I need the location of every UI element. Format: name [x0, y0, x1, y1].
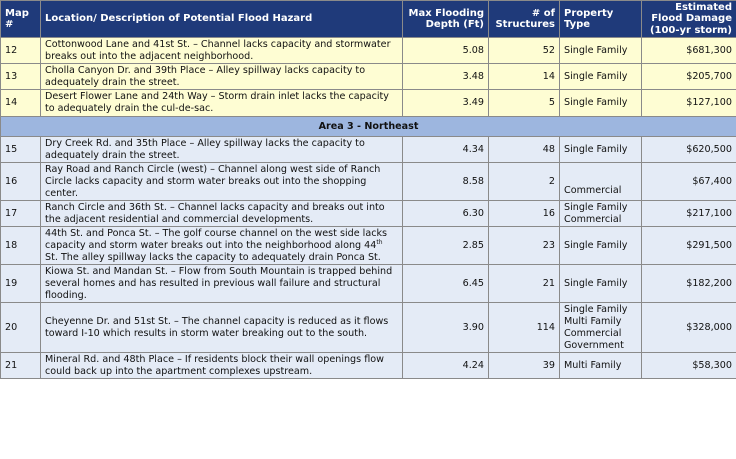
structure-count: 114 [489, 303, 560, 353]
flood-depth: 3.90 [403, 303, 489, 353]
table-row [1, 353, 736, 379]
table-row [1, 90, 736, 117]
structure-count: 5 [489, 90, 560, 117]
header-depth: Max Flooding Depth (Ft) [403, 1, 489, 38]
map-number: 20 [1, 303, 41, 353]
flood-damage: $620,500 [642, 137, 736, 163]
map-number: 19 [1, 265, 41, 303]
flood-depth: 6.30 [403, 201, 489, 227]
flood-damage: $205,700 [642, 64, 736, 90]
area-title: Area 3 - Northeast [1, 117, 736, 137]
flood-damage: $182,200 [642, 265, 736, 303]
flood-damage: $681,300 [642, 38, 736, 64]
structure-count: 23 [489, 227, 560, 265]
flood-depth: 4.24 [403, 353, 489, 379]
flood-depth: 2.85 [403, 227, 489, 265]
property-type [560, 201, 642, 227]
map-number: 17 [1, 201, 41, 227]
structure-count: 39 [489, 353, 560, 379]
map-number: 14 [1, 90, 41, 117]
flood-damage: $58,300 [642, 353, 736, 379]
table-row [1, 163, 736, 201]
flood-depth: 8.58 [403, 163, 489, 201]
ordinal-suffix: th [376, 238, 383, 246]
table-row [1, 303, 736, 353]
header-damage: Estimated Flood Damage (100-yr storm) [642, 1, 736, 38]
hazard-description [41, 227, 403, 265]
property-type-line: Single Family [564, 201, 628, 213]
hazard-description: Cheyenne Dr. and 51st St. – The channel capacity is reduced as it flows toward I-10 which results in storm water breaking out to the south. [41, 303, 403, 353]
property-type: Single Family [560, 137, 642, 163]
property-type-line: Single Family [564, 303, 628, 315]
flood-damage: $328,000 [642, 303, 736, 353]
property-type-line: Commercial [564, 327, 622, 339]
map-number: 13 [1, 64, 41, 90]
flood-depth: 3.48 [403, 64, 489, 90]
structure-count: 21 [489, 265, 560, 303]
structure-count: 2 [489, 163, 560, 201]
flood-depth: 6.45 [403, 265, 489, 303]
description-text: 44th St. and Ponca St. – The golf course channel on the west side lacks capacity and storm water breaks out into the neighborhood along 44 [45, 227, 388, 251]
property-type: Multi Family [560, 353, 642, 379]
header-location: Location/ Description of Potential Flood Hazard [41, 1, 403, 38]
map-number: 16 [1, 163, 41, 201]
property-type: Single Family [560, 265, 642, 303]
property-type: Single Family [560, 227, 642, 265]
flood-damage: $127,100 [642, 90, 736, 117]
hazard-description: Kiowa St. and Mandan St. – Flow from South Mountain is trapped behind several homes and has resulted in previous wall failure and structural flooding. [41, 265, 403, 303]
property-type-line: Commercial [564, 213, 622, 225]
table-row [1, 227, 736, 265]
property-type: Single Family [560, 38, 642, 64]
hazard-description: Mineral Rd. and 48th Place – If residents block their wall openings flow could back up into the apartment complexes upstream. [41, 353, 403, 379]
map-number: 21 [1, 353, 41, 379]
property-type: Commercial [560, 163, 642, 201]
flood-depth: 4.34 [403, 137, 489, 163]
flood-depth: 5.08 [403, 38, 489, 64]
hazard-description: Ranch Circle and 36th St. – Channel lacks capacity and breaks out into the adjacent residential and commercial developments. [41, 201, 403, 227]
hazard-description: Dry Creek Rd. and 35th Place – Alley spillway lacks the capacity to adequately drain the street. [41, 137, 403, 163]
structure-count: 14 [489, 64, 560, 90]
table-row [1, 265, 736, 303]
hazard-description: Ray Road and Ranch Circle (west) – Channel along west side of Ranch Circle lacks capacity and storm water breaks out into the shopping center. [41, 163, 403, 201]
header-map: Map # [1, 1, 41, 38]
property-type-line: Government [564, 339, 624, 351]
property-type: Single Family [560, 90, 642, 117]
flood-damage: $291,500 [642, 227, 736, 265]
table-row [1, 38, 736, 64]
flood-damage: $67,400 [642, 163, 736, 201]
property-type-line: Multi Family [564, 315, 622, 327]
property-type: Single Family [560, 64, 642, 90]
table-row [1, 201, 736, 227]
header-structures: # of Structures [489, 1, 560, 38]
header-property-type: Property Type [560, 1, 642, 38]
property-type [560, 303, 642, 353]
hazard-description: Cholla Canyon Dr. and 39th Place – Alley spillway lacks capacity to adequately drain the street. [41, 64, 403, 90]
map-number: 18 [1, 227, 41, 265]
area-header-row [1, 117, 736, 137]
hazard-description: Cottonwood Lane and 41st St. – Channel lacks capacity and stormwater breaks out into the adjacent neighborhood. [41, 38, 403, 64]
structure-count: 48 [489, 137, 560, 163]
table-row [1, 64, 736, 90]
flood-damage: $217,100 [642, 201, 736, 227]
map-number: 12 [1, 38, 41, 64]
structure-count: 52 [489, 38, 560, 64]
hazard-description: Desert Flower Lane and 24th Way – Storm drain inlet lacks the capacity to adequately drain the cul-de-sac. [41, 90, 403, 117]
table-row [1, 137, 736, 163]
structure-count: 16 [489, 201, 560, 227]
description-text: St. The alley spillway lacks the capacity to adequately drain Ponca St. [45, 251, 381, 263]
map-number: 15 [1, 137, 41, 163]
flood-depth: 3.49 [403, 90, 489, 117]
header-row [1, 1, 736, 38]
